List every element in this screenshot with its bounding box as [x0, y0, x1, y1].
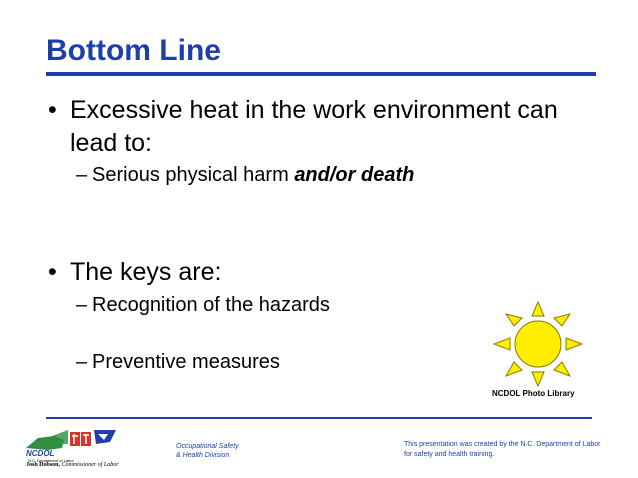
bullet-1-text: Excessive heat in the work environment can lead to:	[70, 96, 558, 157]
logo-dept: N.C. Department of Labor	[28, 458, 74, 463]
bullet-2-text: The keys are:	[70, 258, 222, 286]
sub-bullet-1-1-emphasis: and/or death	[294, 164, 415, 186]
logo-division-line-1: Occupational Safety	[176, 443, 239, 450]
bullet-1	[48, 94, 568, 160]
slide-title: Bottom Line	[46, 34, 221, 67]
footer-note: This presentation was created by the N.C. Department of Labor for safety and health training.	[404, 441, 601, 458]
sub-bullet-1-1-text: Serious physical harm	[92, 164, 295, 186]
commissioner-line	[26, 462, 119, 468]
logo-org: NCDOL	[26, 449, 55, 458]
sub-bullet-2-2-text: Preventive measures	[92, 351, 280, 373]
commissioner-title: Commissioner of Labor	[60, 462, 119, 468]
sun-icon	[488, 298, 588, 388]
sub-bullet-2-1	[76, 294, 330, 317]
title-divider	[46, 72, 596, 76]
footer-divider	[46, 417, 592, 419]
sub-bullet-dash: –	[76, 294, 88, 316]
sub-bullet-dash: –	[76, 164, 88, 186]
logo-division-line-2: & Health Division	[176, 452, 230, 459]
logo-division-text	[176, 442, 239, 460]
bullet-2	[48, 256, 568, 289]
sub-bullet-1-1	[76, 164, 414, 187]
commissioner-name: Josh Dobson,	[26, 462, 61, 468]
photo-credit: NCDOL Photo Library	[492, 389, 575, 398]
sub-bullet-2-1-text: Recognition of the hazards	[92, 294, 330, 316]
sub-bullet-2-2	[76, 351, 280, 374]
bullet-dot: •	[48, 258, 57, 286]
bullet-dot: •	[48, 96, 57, 124]
sub-bullet-dash: –	[76, 351, 88, 373]
